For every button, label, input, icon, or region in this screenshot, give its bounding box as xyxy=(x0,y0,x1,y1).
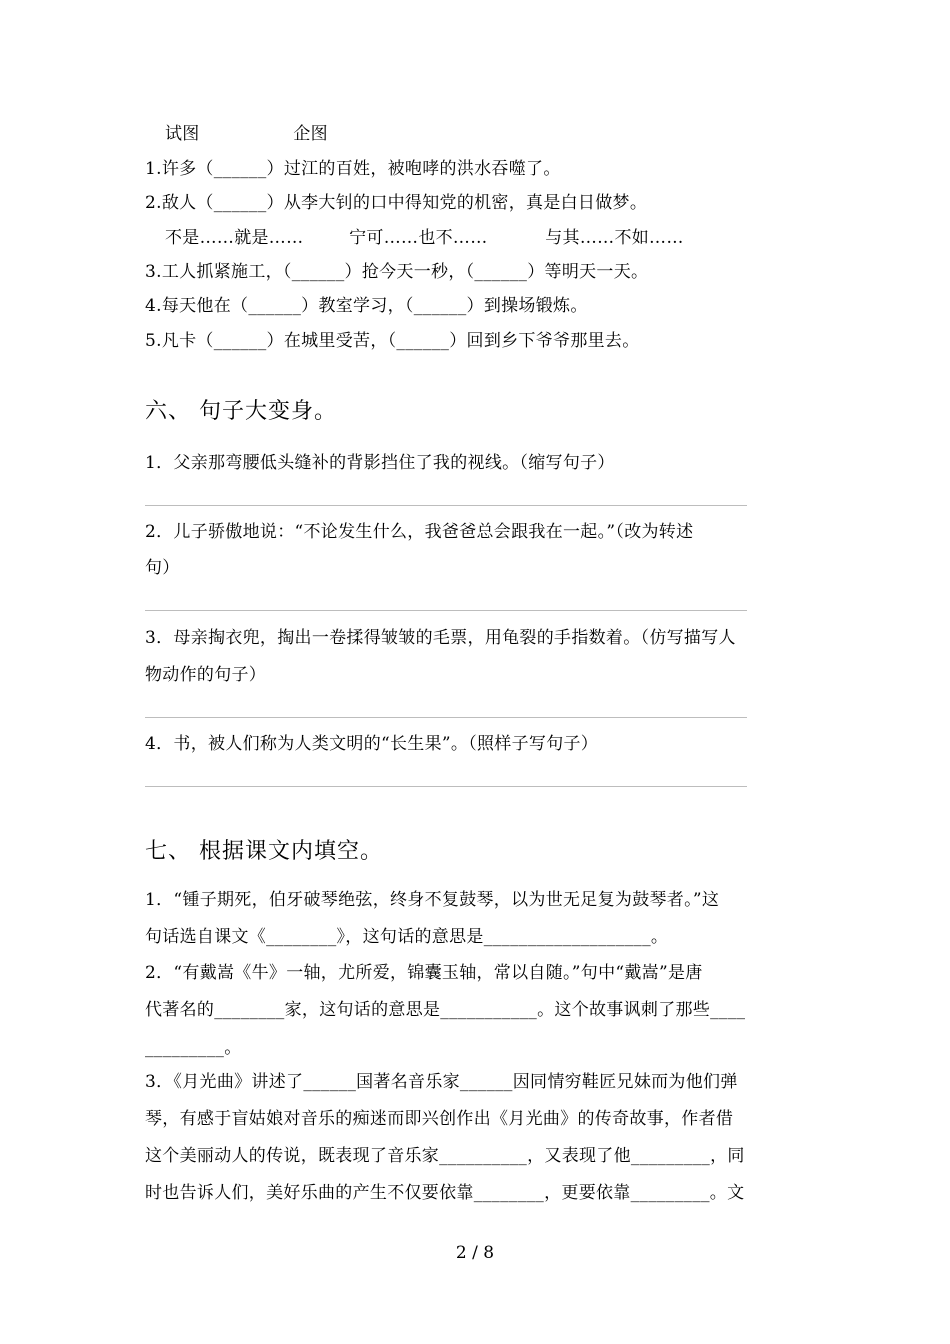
conjunction-options xyxy=(165,227,684,249)
question-text: 句） xyxy=(145,558,180,578)
page-number: 2 / 8 xyxy=(455,1243,495,1263)
paragraph-line: 时也告诉人们，美好乐曲的产生不仅要依靠________，更要依靠_________。文 xyxy=(145,1183,745,1203)
section-heading: 六、 句子大变身。 xyxy=(145,399,337,424)
question-text: 3．母亲掏衣兜，掏出一卷揉得皱皱的毛票，用龟裂的手指数着。（仿写描写人 xyxy=(145,628,736,648)
fill-item: 4.每天他在（______）教室学习，（______）到操场锻炼。 xyxy=(145,296,588,316)
word-options xyxy=(165,123,328,145)
paragraph-line: 句话选自课文《________》，这句话的意思是___________________。 xyxy=(145,927,669,947)
answer-line[interactable] xyxy=(145,505,747,506)
paragraph-line: 琴，有感于盲姑娘对音乐的痴迷而即兴创作出《月光曲》的传奇故事，作者借 xyxy=(145,1109,734,1129)
word-option: 试图 xyxy=(165,124,200,144)
answer-line[interactable] xyxy=(145,610,747,611)
word-option: 企图 xyxy=(293,124,328,144)
paragraph-line: 代著名的________家，这句话的意思是___________。这个故事讽刺了那些____ xyxy=(145,1000,746,1020)
paragraph-line: 1．“锺子期死，伯牙破琴绝弦，终身不复鼓琴，以为世无足复为鼓琴者。”这 xyxy=(145,890,720,910)
question-text: 1．父亲那弯腰低头缝补的背影挡住了我的视线。（缩写句子） xyxy=(145,453,615,473)
fill-item: 5.凡卡（______）在城里受苦，（______）回到乡下爷爷那里去。 xyxy=(145,331,640,351)
section-heading: 七、 根据课文内填空。 xyxy=(145,839,383,864)
paragraph-line: 2．“有戴嵩《牛》一轴，尤所爱，锦囊玉轴，常以自随。”句中“戴嵩”是唐 xyxy=(145,963,703,983)
answer-line[interactable] xyxy=(145,786,747,787)
answer-line[interactable] xyxy=(145,717,747,718)
conjunction-option: 宁可……也不…… xyxy=(349,228,488,248)
paragraph-line: 3．《月光曲》讲述了______国著名音乐家______因同情穷鞋匠兄妹而为他们弹 xyxy=(145,1072,738,1092)
fill-item: 1.许多（______）过江的百姓，被咆哮的洪水吞噬了。 xyxy=(145,159,561,179)
question-text: 物动作的句子） xyxy=(145,665,267,685)
question-text: 4．书，被人们称为人类文明的“长生果”。（照样子写句子） xyxy=(145,734,599,754)
question-text: 2．儿子骄傲地说：“不论发生什么，我爸爸总会跟我在一起。”（改为转述 xyxy=(145,522,694,542)
conjunction-option: 不是……就是…… xyxy=(165,228,304,248)
fill-item: 2.敌人（______）从李大钊的口中得知党的机密，真是白日做梦。 xyxy=(145,193,648,213)
paragraph-line: _________。 xyxy=(145,1038,242,1058)
fill-item: 3.工人抓紧施工，（______）抢今天一秒，（______）等明天一天。 xyxy=(145,262,649,282)
paragraph-line: 这个美丽动人的传说，既表现了音乐家__________，又表现了他_________，同 xyxy=(145,1146,745,1166)
conjunction-option: 与其……不如…… xyxy=(545,228,684,248)
